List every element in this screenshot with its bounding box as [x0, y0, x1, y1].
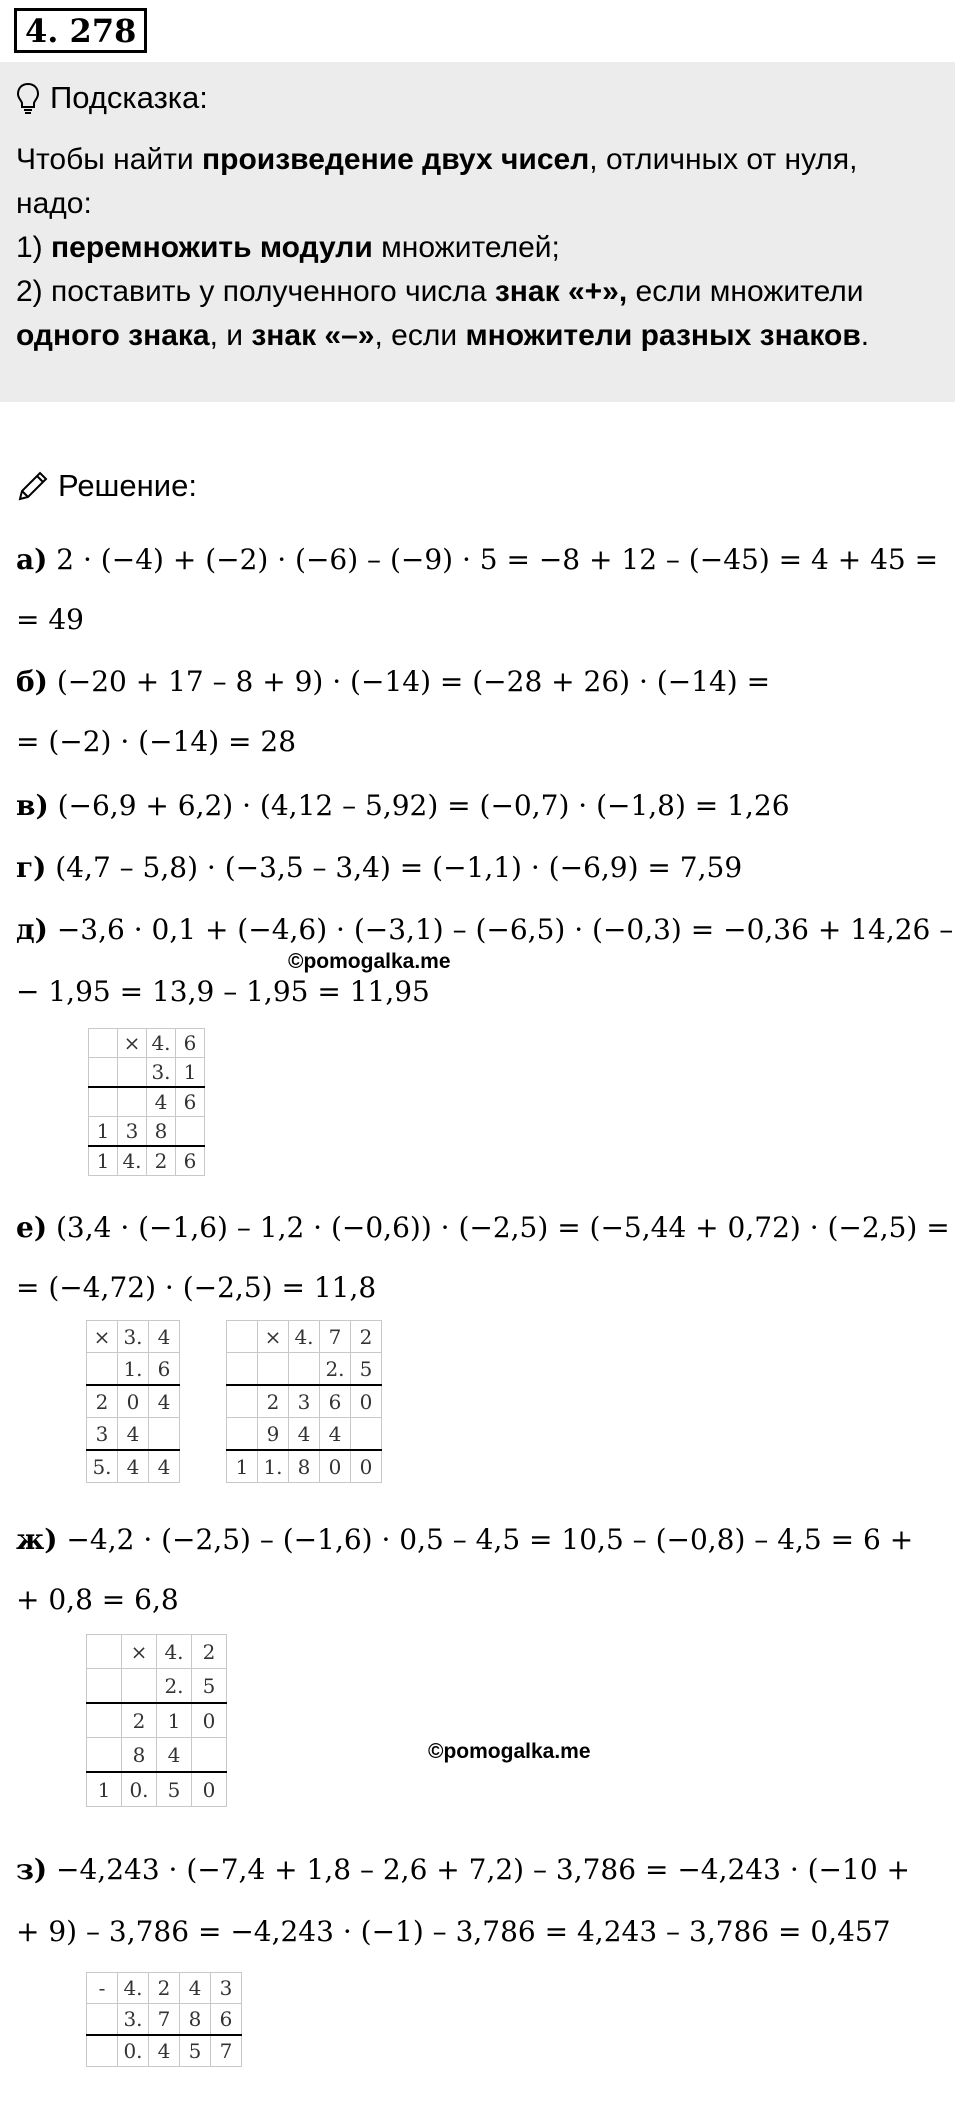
calc-cell: 2 — [149, 1973, 180, 2004]
calc-cell — [192, 1738, 227, 1773]
solution-line — [16, 540, 938, 580]
solution-line — [16, 1580, 179, 1620]
calc-cell: × — [118, 1029, 147, 1058]
calc-cell: 6 — [176, 1146, 205, 1176]
hint-text-segment: , и — [209, 319, 252, 352]
calc-cell — [227, 1321, 258, 1353]
calc-cell — [227, 1353, 258, 1386]
solution-line — [16, 786, 790, 826]
calc-cell: 4 — [118, 1450, 149, 1483]
solution-title — [16, 468, 197, 504]
calc-cell: 1 — [89, 1146, 118, 1176]
calc-cell — [118, 1058, 147, 1088]
calc-cell: 4. — [289, 1321, 320, 1353]
calc-cell: 1 — [157, 1703, 192, 1738]
calc-cell: 4. — [157, 1635, 192, 1669]
calc-cell: - — [87, 1973, 118, 2004]
calc-cell — [87, 1669, 122, 1704]
calc-cell: 6 — [211, 2004, 242, 2036]
calc-cell: 2 — [192, 1635, 227, 1669]
hint-text-segment: Чтобы найти — [16, 143, 203, 176]
calc-cell: 6 — [176, 1087, 205, 1117]
solution-line — [16, 662, 770, 702]
solution-line — [16, 972, 430, 1012]
line-text: (4,7 – 5,8) · (−3,5 – 3,4) = (−1,1) · (−6,9) = 7,59 — [46, 851, 743, 884]
item-label: е) — [16, 1211, 48, 1244]
calc-cell — [87, 1635, 122, 1669]
calc-cell: 9 — [258, 1418, 289, 1451]
pencil-icon — [16, 469, 50, 503]
calc-cell: 5 — [180, 2035, 211, 2067]
calc-cell: 1 — [87, 1772, 122, 1807]
hint-bold-text: перемножить модули — [51, 231, 373, 264]
hint-title-text: Подсказка: — [50, 80, 208, 115]
calc-cell: 3 — [211, 1973, 242, 2004]
solution-line — [16, 1268, 376, 1308]
item-label: в) — [16, 789, 49, 822]
calc-cell — [258, 1353, 289, 1386]
calc-cell: × — [87, 1321, 118, 1353]
line-text: + 0,8 = 6,8 — [16, 1583, 179, 1616]
calc-cell: 0 — [192, 1703, 227, 1738]
calc-cell — [89, 1058, 118, 1088]
line-text: − 1,95 = 13,9 – 1,95 = 11,95 — [16, 975, 430, 1008]
calc-cell: 4 — [118, 1418, 149, 1451]
calc-cell: 4 — [147, 1087, 176, 1117]
hint-bold-text: произведение двух чисел — [202, 143, 590, 176]
calc-cell: 4 — [149, 1385, 180, 1418]
line-text: −4,243 · (−7,4 + 1,8 – 2,6 + 7,2) – 3,786 = −4,243 · (−10 + — [47, 1853, 911, 1886]
calc-cell: 8 — [122, 1738, 157, 1773]
calc-cell: 5 — [157, 1772, 192, 1807]
calc-cell: 0. — [122, 1772, 157, 1807]
calc-cell: 4 — [149, 1321, 180, 1353]
calc-cell: 1. — [118, 1353, 149, 1386]
hint-text — [16, 138, 936, 358]
calc-cell: × — [258, 1321, 289, 1353]
calc-cell: 2 — [87, 1385, 118, 1418]
calc-cell: 4 — [149, 1450, 180, 1483]
hint-text-segment: , если — [374, 319, 466, 352]
item-label: д) — [16, 913, 48, 946]
calc-cell: 5. — [87, 1450, 118, 1483]
calc-cell: 6 — [149, 1353, 180, 1386]
calc-cell: 2. — [157, 1669, 192, 1704]
calc-cell: 1. — [258, 1450, 289, 1483]
item-label: з) — [16, 1853, 48, 1886]
hint-text-segment: множителей; — [372, 231, 560, 264]
calc-cell — [122, 1669, 157, 1704]
line-text: + 9) – 3,786 = −4,243 · (−1) – 3,786 = 4,243 – 3,786 = 0,457 — [16, 1915, 891, 1948]
line-text: 2 · (−4) + (−2) · (−6) – (−9) · 5 = −8 + 12 – (−45) = 4 + 45 = — [47, 543, 939, 576]
calc-table — [86, 1972, 242, 2067]
calc-cell: 5 — [192, 1669, 227, 1704]
item-label: г) — [16, 851, 47, 884]
calc-cell: 4. — [118, 1973, 149, 2004]
calc-cell — [149, 1418, 180, 1451]
line-text: (−6,9 + 6,2) · (4,12 – 5,92) = (−0,7) · (−1,8) = 1,26 — [48, 789, 790, 822]
solution-line — [16, 722, 296, 762]
calc-cell: 0 — [351, 1385, 382, 1418]
calc-cell: 0 — [320, 1450, 351, 1483]
calc-cell: × — [122, 1635, 157, 1669]
hint-bold-text: множители разных знаков — [465, 319, 861, 352]
calc-cell: 4 — [149, 2035, 180, 2067]
solution-line — [16, 1912, 891, 1952]
hint-box — [0, 62, 955, 402]
calc-cell: 4 — [157, 1738, 192, 1773]
calc-cell — [89, 1029, 118, 1058]
hint-line — [16, 226, 936, 270]
hint-line — [16, 314, 936, 358]
calc-table — [88, 1028, 205, 1176]
watermark: ©pomogalka.me — [428, 1740, 591, 1763]
calc-cell: 2 — [258, 1385, 289, 1418]
calc-cell: 4 — [180, 1973, 211, 2004]
item-label: б) — [16, 665, 48, 698]
task-number: 4. 278 — [14, 8, 147, 53]
watermark: ©pomogalka.me — [288, 950, 451, 973]
line-text: = (−2) · (−14) = 28 — [16, 725, 297, 758]
calc-cell: 0 — [351, 1450, 382, 1483]
hint-title — [16, 80, 208, 116]
item-label: ж) — [16, 1523, 58, 1556]
calc-table — [86, 1320, 180, 1483]
hint-bold-text: одного знака — [16, 319, 210, 352]
solution-line — [16, 910, 953, 950]
hint-text-segment: если множители — [627, 275, 864, 308]
calc-cell: 7 — [149, 2004, 180, 2036]
solution-line — [16, 600, 84, 640]
calc-cell — [87, 1703, 122, 1738]
calc-cell — [87, 1738, 122, 1773]
hint-bold-text: знак «+», — [494, 275, 628, 308]
hint-text-segment: , отличных от нуля, — [589, 143, 858, 176]
line-text: (−20 + 17 – 8 + 9) · (−14) = (−28 + 26) · (−14) = — [47, 665, 771, 698]
calc-table — [86, 1634, 227, 1807]
line-text: (3,4 · (−1,6) – 1,2 · (−0,6)) · (−2,5) = (−5,44 + 0,72) · (−2,5) = — [47, 1211, 950, 1244]
calc-cell — [176, 1117, 205, 1147]
calc-cell — [87, 2035, 118, 2067]
calc-cell: 3 — [118, 1117, 147, 1147]
solution-line — [16, 848, 742, 888]
calc-cell: 2 — [147, 1146, 176, 1176]
solution-line — [16, 1520, 913, 1560]
calc-cell: 8 — [180, 2004, 211, 2036]
line-text: −4,2 · (−2,5) – (−1,6) · 0,5 – 4,5 = 10,5 – (−0,8) – 4,5 = 6 + — [57, 1523, 914, 1556]
solution-title-text: Решение: — [58, 468, 197, 503]
calc-cell — [89, 1087, 118, 1117]
calc-cell: 0 — [118, 1385, 149, 1418]
hint-line — [16, 182, 936, 226]
calc-cell — [351, 1418, 382, 1451]
hint-line — [16, 138, 936, 182]
calc-cell: 2. — [320, 1353, 351, 1386]
hint-text-segment: . — [860, 319, 870, 352]
calc-cell: 4 — [289, 1418, 320, 1451]
solution-line — [16, 1208, 950, 1248]
calc-cell: 1 — [89, 1117, 118, 1147]
hint-text-segment: 1) — [16, 231, 52, 264]
calc-cell: 2 — [122, 1703, 157, 1738]
hint-text-segment: надо: — [16, 187, 92, 220]
calc-cell — [227, 1418, 258, 1451]
line-text: = 49 — [16, 603, 84, 636]
lightbulb-icon — [16, 82, 40, 114]
calc-cell: 0 — [192, 1772, 227, 1807]
calc-cell: 3 — [289, 1385, 320, 1418]
calc-cell: 6 — [320, 1385, 351, 1418]
calc-cell: 2 — [351, 1321, 382, 1353]
calc-cell: 0. — [118, 2035, 149, 2067]
calc-cell: 3. — [118, 2004, 149, 2036]
calc-cell: 4. — [147, 1029, 176, 1058]
calc-cell: 3. — [118, 1321, 149, 1353]
calc-cell: 7 — [211, 2035, 242, 2067]
calc-cell: 8 — [289, 1450, 320, 1483]
calc-cell — [87, 1353, 118, 1386]
calc-table — [226, 1320, 382, 1483]
hint-text-segment: 2) поставить у полученного числа — [16, 275, 495, 308]
calc-cell — [118, 1087, 147, 1117]
hint-bold-text: знак «–» — [251, 319, 375, 352]
calc-cell — [289, 1353, 320, 1386]
hint-line — [16, 270, 936, 314]
calc-cell: 1 — [227, 1450, 258, 1483]
calc-cell: 6 — [176, 1029, 205, 1058]
calc-cell — [87, 2004, 118, 2036]
calc-cell: 3. — [147, 1058, 176, 1088]
line-text: −3,6 · 0,1 + (−4,6) · (−3,1) – (−6,5) · (−0,3) = −0,36 + 14,26 – — [47, 913, 954, 946]
calc-cell: 4 — [320, 1418, 351, 1451]
calc-cell: 5 — [351, 1353, 382, 1386]
line-text: = (−4,72) · (−2,5) = 11,8 — [16, 1271, 377, 1304]
calc-cell: 1 — [176, 1058, 205, 1088]
item-label: а) — [16, 543, 48, 576]
calc-cell: 8 — [147, 1117, 176, 1147]
calc-cell — [227, 1385, 258, 1418]
calc-cell: 7 — [320, 1321, 351, 1353]
calc-cell: 3 — [87, 1418, 118, 1451]
solution-line — [16, 1850, 910, 1890]
calc-cell: 4. — [118, 1146, 147, 1176]
